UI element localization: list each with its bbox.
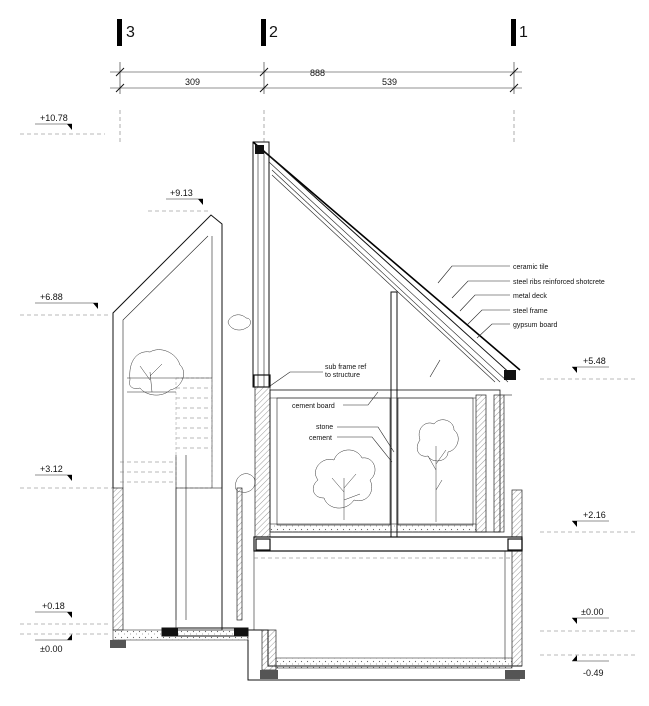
- level-marker-left: [20, 464, 118, 488]
- level-label: ±0.00: [581, 607, 604, 617]
- note-sub-frame-2: to structure: [325, 372, 361, 379]
- wall-parapet-right: [512, 490, 522, 537]
- note-sub-frame-1: sub frame ref: [325, 364, 367, 371]
- level-marker-left: [148, 188, 210, 211]
- dimension-right-span: 539: [382, 77, 398, 87]
- level-marker-left: [20, 634, 108, 654]
- level-label: +5.48: [583, 356, 606, 366]
- note-roof-2: steel ribs reinforced shotcrete: [513, 279, 605, 286]
- level-marker-left: [20, 292, 108, 315]
- plant-left-tower: [129, 350, 183, 395]
- level-marker-left: [20, 601, 108, 624]
- grid-label-1: 1: [519, 24, 528, 41]
- note-cement-board: cement board: [292, 403, 335, 410]
- level-label: +6.88: [40, 292, 63, 302]
- grid-line-2: [261, 19, 278, 145]
- level-marker-right: [540, 655, 635, 678]
- dimension-left-span: 309: [185, 77, 201, 87]
- slab-left: [113, 630, 248, 640]
- footing-left: [110, 640, 126, 648]
- level-label: +2.16: [583, 510, 606, 520]
- level-label: +0.18: [42, 601, 65, 611]
- grid-line-1: [511, 19, 528, 145]
- wall-basement-left: [262, 630, 276, 670]
- main-house: [248, 142, 525, 680]
- wall-upper-right-b: [494, 395, 504, 532]
- note-stone: stone: [316, 424, 334, 431]
- note-roof-3: metal deck: [513, 293, 547, 300]
- wall-upper-left: [255, 387, 270, 537]
- roof-callouts: [438, 264, 605, 338]
- note-roof-4: steel frame: [513, 308, 548, 315]
- wall-left-inner: [237, 488, 242, 620]
- note-roof-1: ceramic tile: [513, 264, 549, 271]
- wall-upper-right-a: [476, 395, 486, 532]
- stair: [120, 378, 212, 620]
- level-marker-right: [540, 356, 635, 379]
- level-label: +3.12: [40, 464, 63, 474]
- tree-interior-right: [417, 420, 458, 522]
- grid-label-2: 2: [269, 24, 278, 41]
- wall-lower-right: [512, 551, 522, 666]
- floor-slab-mid: [254, 537, 522, 551]
- note-cement: cement: [309, 435, 332, 442]
- dimension-total: 888: [310, 68, 326, 78]
- level-label: +9.13: [170, 188, 193, 198]
- level-label: +10.78: [40, 113, 68, 123]
- dimension-lines: [110, 62, 522, 94]
- grid-label-3: 3: [126, 24, 135, 41]
- floor-stone: [270, 524, 476, 532]
- footing-right: [505, 670, 525, 679]
- note-roof-5: gypsum board: [513, 322, 558, 329]
- level-label: ±0.00: [40, 644, 63, 654]
- level-marker-right: [540, 607, 635, 631]
- slab-basement: [276, 658, 512, 668]
- level-label: -0.49: [583, 668, 604, 678]
- wall-callouts: [270, 364, 394, 462]
- wall-left-lower: [113, 488, 123, 630]
- footing-center: [260, 670, 278, 679]
- tree-interior-left: [313, 450, 375, 520]
- plant-small-upper: [228, 315, 251, 330]
- level-marker-left: [20, 113, 105, 134]
- left-tower: [110, 215, 255, 648]
- level-marker-right: [540, 510, 635, 532]
